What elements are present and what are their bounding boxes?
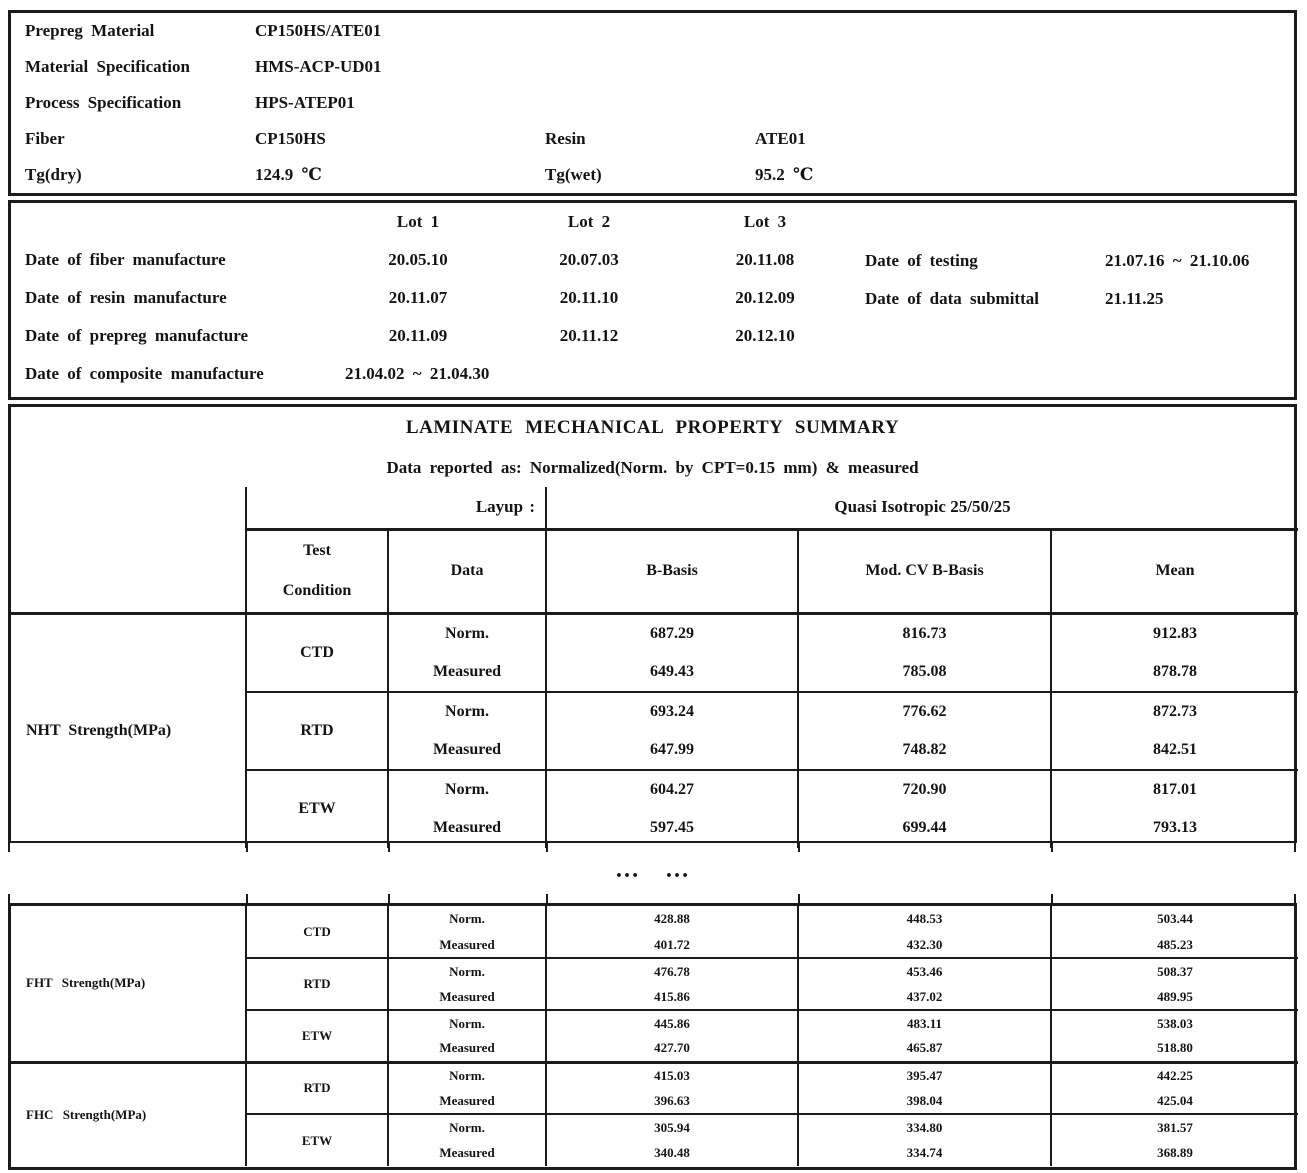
- value-cell: 489.95: [1051, 984, 1298, 1010]
- column-header-test-condition: Test Condition: [246, 529, 388, 614]
- prepreg-material-value: CP150HS/ATE01: [255, 21, 382, 40]
- table-cut-stub: [8, 894, 10, 903]
- value-cell: 748.82: [798, 731, 1051, 770]
- value-cell: 508.37: [1051, 958, 1298, 984]
- data-type: Measured: [388, 984, 546, 1010]
- resin-label: Resin: [545, 129, 586, 148]
- testing-dates-block: [865, 242, 1249, 318]
- value-cell: 381.57: [1051, 1114, 1298, 1140]
- omitted-rows-ellipsis: … …: [615, 857, 692, 883]
- condition-ctd: CTD: [246, 614, 388, 692]
- table-cut-stub: [546, 843, 548, 852]
- value-cell: 776.62: [798, 692, 1051, 731]
- summary-subtitle: Data reported as: Normalized(Norm. by CPT=0.15 mm) & measured: [386, 458, 919, 477]
- value-cell: 483.11: [798, 1010, 1051, 1036]
- value-cell: 604.27: [546, 770, 798, 809]
- data-type: Norm.: [388, 1114, 546, 1140]
- testing-date-row: [865, 242, 1249, 280]
- testing-date-range: 21.07.16 ~ 21.10.06: [1105, 251, 1250, 270]
- value-cell: 334.80: [798, 1114, 1051, 1140]
- submittal-date-label: Date of data submittal: [865, 289, 1039, 308]
- composite-date-label: Date of composite manufacture: [25, 364, 264, 383]
- fiber-date-lot3: 20.11.08: [735, 250, 795, 269]
- value-cell: 872.73: [1051, 692, 1298, 731]
- tg-wet-value: 95.2 ℃: [755, 165, 814, 184]
- value-cell: 398.04: [798, 1088, 1051, 1114]
- info-row: [11, 157, 1294, 193]
- value-cell: 485.23: [1051, 932, 1298, 958]
- resin-date-lot1: 20.11.07: [388, 288, 448, 307]
- value-cell: 816.73: [798, 614, 1051, 653]
- composite-date-row: [11, 355, 1294, 393]
- info-row: [11, 121, 1294, 157]
- data-type: Norm.: [388, 614, 546, 653]
- table-cut-stub: [1051, 843, 1053, 852]
- condition-rtd: RTD: [246, 692, 388, 770]
- process-spec-label: Process Specification: [25, 93, 182, 112]
- value-cell: 597.45: [546, 809, 798, 848]
- resin-date-lot2: 20.11.10: [559, 288, 619, 307]
- prepreg-date-row: [11, 317, 1294, 355]
- condition-ctd: CTD: [246, 906, 388, 958]
- prepreg-date-lot3: 20.12.10: [735, 326, 795, 345]
- column-header-mod-cv-b-basis: Mod. CV B-Basis: [798, 529, 1051, 614]
- value-cell: 396.63: [546, 1088, 798, 1114]
- data-type: Measured: [388, 1140, 546, 1166]
- table-cut-stub: [388, 894, 390, 903]
- property-label-nht: NHT Strength(MPa): [11, 614, 246, 848]
- property-label-fht: FHT Strength(MPa): [26, 975, 146, 991]
- condition-rtd: RTD: [246, 1062, 388, 1114]
- value-cell: 878.78: [1051, 653, 1298, 692]
- table-cut-stub: [1294, 843, 1296, 852]
- value-cell: 817.01: [1051, 770, 1298, 809]
- value-cell: 518.80: [1051, 1036, 1298, 1062]
- data-type: Norm.: [388, 770, 546, 809]
- value-cell: 305.94: [546, 1114, 798, 1140]
- table-cut-stub: [1294, 894, 1296, 903]
- table-cut-stub: [546, 894, 548, 903]
- layup-label: Layup :: [246, 487, 546, 529]
- data-type: Measured: [388, 1088, 546, 1114]
- fiber-value: CP150HS: [255, 129, 326, 148]
- value-cell: 476.78: [546, 958, 798, 984]
- tg-dry-label: Tg(dry): [25, 165, 82, 184]
- value-cell: 912.83: [1051, 614, 1298, 653]
- data-type: Norm.: [388, 906, 546, 932]
- value-cell: 415.86: [546, 984, 798, 1010]
- table-cut-stub: [8, 843, 10, 852]
- lot-1-header: Lot 1: [396, 212, 440, 231]
- prepreg-date-label: Date of prepreg manufacture: [25, 326, 249, 345]
- data-type: Measured: [388, 809, 546, 848]
- material-spec-label: Material Specification: [25, 57, 190, 76]
- data-type: Measured: [388, 1036, 546, 1062]
- data-type: Measured: [388, 932, 546, 958]
- value-cell: 699.44: [798, 809, 1051, 848]
- condition-etw: ETW: [246, 770, 388, 848]
- value-cell: 465.87: [798, 1036, 1051, 1062]
- value-cell: 503.44: [1051, 906, 1298, 932]
- value-cell: 428.88: [546, 906, 798, 932]
- value-cell: 693.24: [546, 692, 798, 731]
- summary-title: LAMINATE MECHANICAL PROPERTY SUMMARY: [405, 417, 900, 438]
- info-row: [11, 13, 1294, 49]
- table-cut-stub: [798, 894, 800, 903]
- tg-dry-value: 124.9 ℃: [255, 165, 322, 184]
- value-cell: 368.89: [1051, 1140, 1298, 1166]
- value-cell: 437.02: [798, 984, 1051, 1010]
- condition-etw: ETW: [246, 1010, 388, 1062]
- info-row: [11, 49, 1294, 85]
- value-cell: 687.29: [546, 614, 798, 653]
- condition-rtd: RTD: [246, 958, 388, 1010]
- resin-value: ATE01: [755, 129, 806, 148]
- column-header-data: Data: [388, 529, 546, 614]
- lot-3-header: Lot 3: [743, 212, 787, 231]
- value-cell: 334.74: [798, 1140, 1051, 1166]
- fht-fhc-panel: [8, 903, 1297, 1170]
- prepreg-date-lot1: 20.11.09: [388, 326, 448, 345]
- table-cut-stub: [798, 843, 800, 852]
- column-header-mean: Mean: [1051, 529, 1298, 614]
- value-cell: 793.13: [1051, 809, 1298, 848]
- prepreg-material-label: Prepreg Material: [25, 21, 155, 40]
- condition-etw: ETW: [246, 1114, 388, 1166]
- value-cell: 340.48: [546, 1140, 798, 1166]
- info-row: [11, 85, 1294, 121]
- column-header-b-basis: B-Basis: [546, 529, 798, 614]
- value-cell: 415.03: [546, 1062, 798, 1088]
- resin-date-lot3: 20.12.09: [735, 288, 795, 307]
- value-cell: 649.43: [546, 653, 798, 692]
- fht-fhc-strength-table: [11, 906, 1298, 1166]
- data-type: Measured: [388, 653, 546, 692]
- value-cell: 647.99: [546, 731, 798, 770]
- property-label-fhc: FHC Strength(MPa): [11, 1062, 246, 1166]
- fiber-label: Fiber: [25, 129, 65, 148]
- prepreg-date-lot2: 20.11.12: [559, 326, 619, 345]
- table-cut-stub: [246, 894, 248, 903]
- value-cell: 445.86: [546, 1010, 798, 1036]
- material-spec-value: HMS-ACP-UD01: [255, 57, 382, 76]
- resin-date-label: Date of resin manufacture: [25, 288, 227, 307]
- lot-header-row: [11, 203, 1294, 241]
- data-type: Norm.: [388, 958, 546, 984]
- value-cell: 448.53: [798, 906, 1051, 932]
- composite-date-range: 21.04.02 ~ 21.04.30: [345, 364, 490, 383]
- fiber-date-label: Date of fiber manufacture: [25, 250, 226, 269]
- table-cut-stub: [246, 843, 248, 852]
- table-cut-stub: [1051, 894, 1053, 903]
- value-cell: 442.25: [1051, 1062, 1298, 1088]
- data-type: Norm.: [388, 1062, 546, 1088]
- value-cell: 395.47: [798, 1062, 1051, 1088]
- dates-panel: [8, 200, 1297, 400]
- material-info-panel: [8, 10, 1297, 196]
- testing-date-label: Date of testing: [865, 251, 978, 270]
- value-cell: 538.03: [1051, 1010, 1298, 1036]
- fiber-date-lot1: 20.05.10: [388, 250, 448, 269]
- tg-wet-label: Tg(wet): [545, 165, 602, 184]
- lot-2-header: Lot 2: [567, 212, 611, 231]
- submittal-date-row: [865, 280, 1249, 318]
- value-cell: 785.08: [798, 653, 1051, 692]
- value-cell: 432.30: [798, 932, 1051, 958]
- table-cut-stub: [388, 843, 390, 852]
- value-cell: 425.04: [1051, 1088, 1298, 1114]
- value-cell: 427.70: [546, 1036, 798, 1062]
- laminate-summary-panel: [8, 404, 1297, 843]
- table-corner-cell: [11, 487, 246, 614]
- value-cell: 842.51: [1051, 731, 1298, 770]
- submittal-date-value: 21.11.25: [1105, 289, 1164, 308]
- value-cell: 720.90: [798, 770, 1051, 809]
- process-spec-value: HPS-ATEP01: [255, 93, 355, 112]
- value-cell: 401.72: [546, 932, 798, 958]
- data-type: Norm.: [388, 692, 546, 731]
- fiber-date-lot2: 20.07.03: [559, 250, 619, 269]
- data-type: Norm.: [388, 1010, 546, 1036]
- data-type: Measured: [388, 731, 546, 770]
- layup-value: Quasi Isotropic 25/50/25: [546, 487, 1298, 529]
- nht-strength-table: [11, 487, 1298, 848]
- value-cell: 453.46: [798, 958, 1051, 984]
